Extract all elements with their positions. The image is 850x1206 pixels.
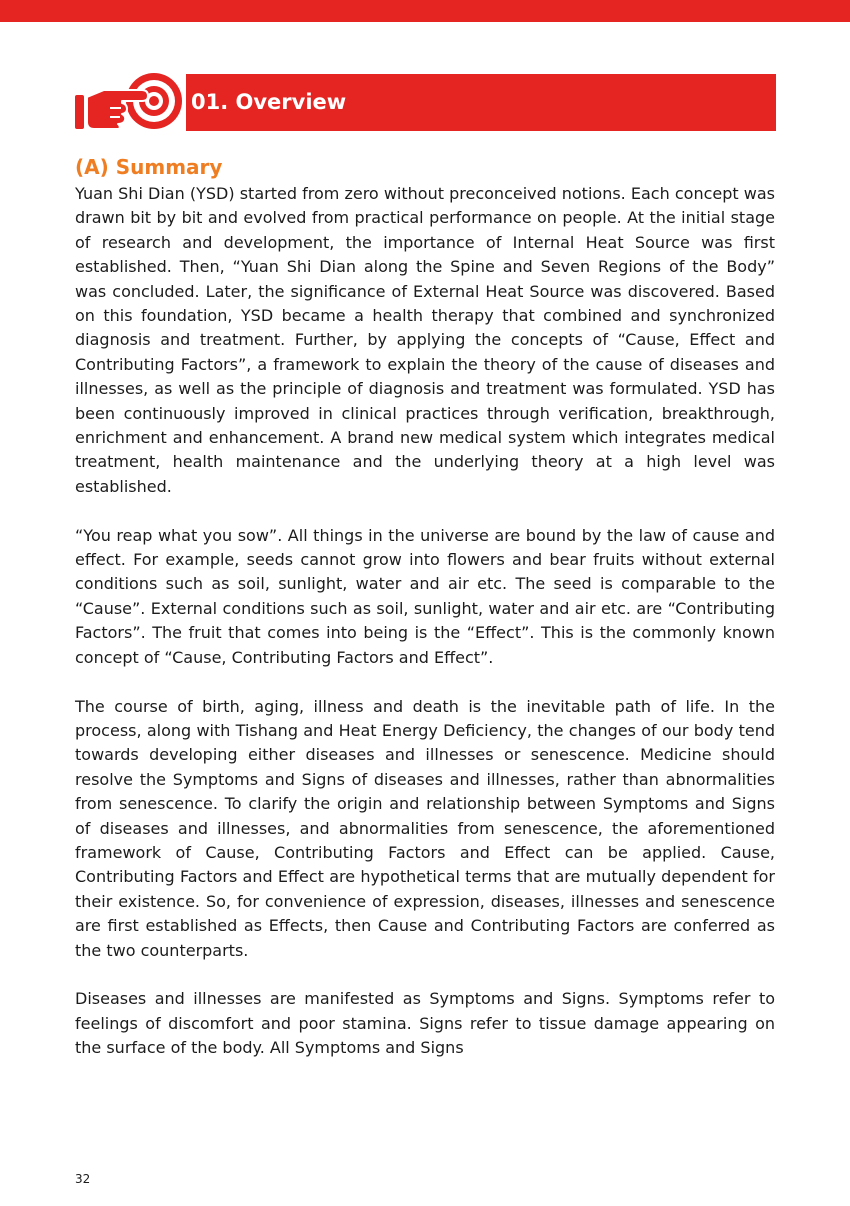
section-heading: (A) Summary (75, 155, 223, 179)
top-color-bar (0, 0, 850, 22)
paragraph: Yuan Shi Dian (YSD) started from zero without preconceived notions. Each concept was drawn bit by bit and evolved from practical performance on people. At the initial stage of research and development, the importance of Internal Heat Source was first established. Then, “Yuan Shi Dian along the Spine and Seven Regions of the Body” was concluded. Later, the significance of External Heat Source was discovered. Based on this foundation, YSD became a health therapy that combined and synchronized diagnosis and treatment. Further, by applying the concepts of “Cause, Effect and Contributing Factors”, a framework to explain the theory of the cause of diseases and illnesses, as well as the principle of diagnosis and treatment was formulated. YSD has been continuously improved in clinical practices through verification, breakthrough, enrichment and enhancement. A brand new medical system which integrates medical treatment, health maintenance and the underlying theory at a high level was established. (75, 184, 775, 496)
chapter-title: 01. Overview (191, 90, 347, 114)
page-number: 32 (75, 1172, 91, 1186)
pointing-hand-target-icon (72, 66, 190, 138)
paragraph: “You reap what you sow”. All things in the universe are bound by the law of cause and effect. For example, seeds cannot grow into flowers and bear fruits without external conditions such as soil, sunlight, water and air etc. The seed is comparable to the “Cause”. External conditions such as soil, sunlight, water and air etc. are “Contributing Factors”. The fruit that comes into being is the “Effect”. This is the commonly known concept of “Cause, Contributing Factors and Effect”. (75, 525, 775, 667)
body-text (75, 182, 775, 1061)
paragraph: Diseases and illnesses are manifested as Symptoms and Signs. Symptoms refer to feelings of discomfort and poor stamina. Signs refer to tissue damage appearing on the surface of the body. All Symptoms and Signs (75, 989, 775, 1058)
paragraph: The course of birth, aging, illness and death is the inevitable path of life. In the process, along with Tishang and Heat Energy Deficiency, the changes of our body tend towards developing either diseases and illnesses or senescence. Medicine should resolve the Symptoms and Signs of diseases and illnesses, rather than abnormalities from senescence. To clarify the origin and relationship between Symptoms and Signs of diseases and illnesses, and abnormalities from senescence, the aforementioned framework of Cause, Contributing Factors and Effect can be applied. Cause, Contributing Factors and Effect are hypothetical terms that are mutually dependent for their existence. So, for convenience of expression, diseases, illnesses and senescence are first established as Effects, then Cause and Contributing Factors are conferred as the two counterparts. (75, 696, 775, 960)
